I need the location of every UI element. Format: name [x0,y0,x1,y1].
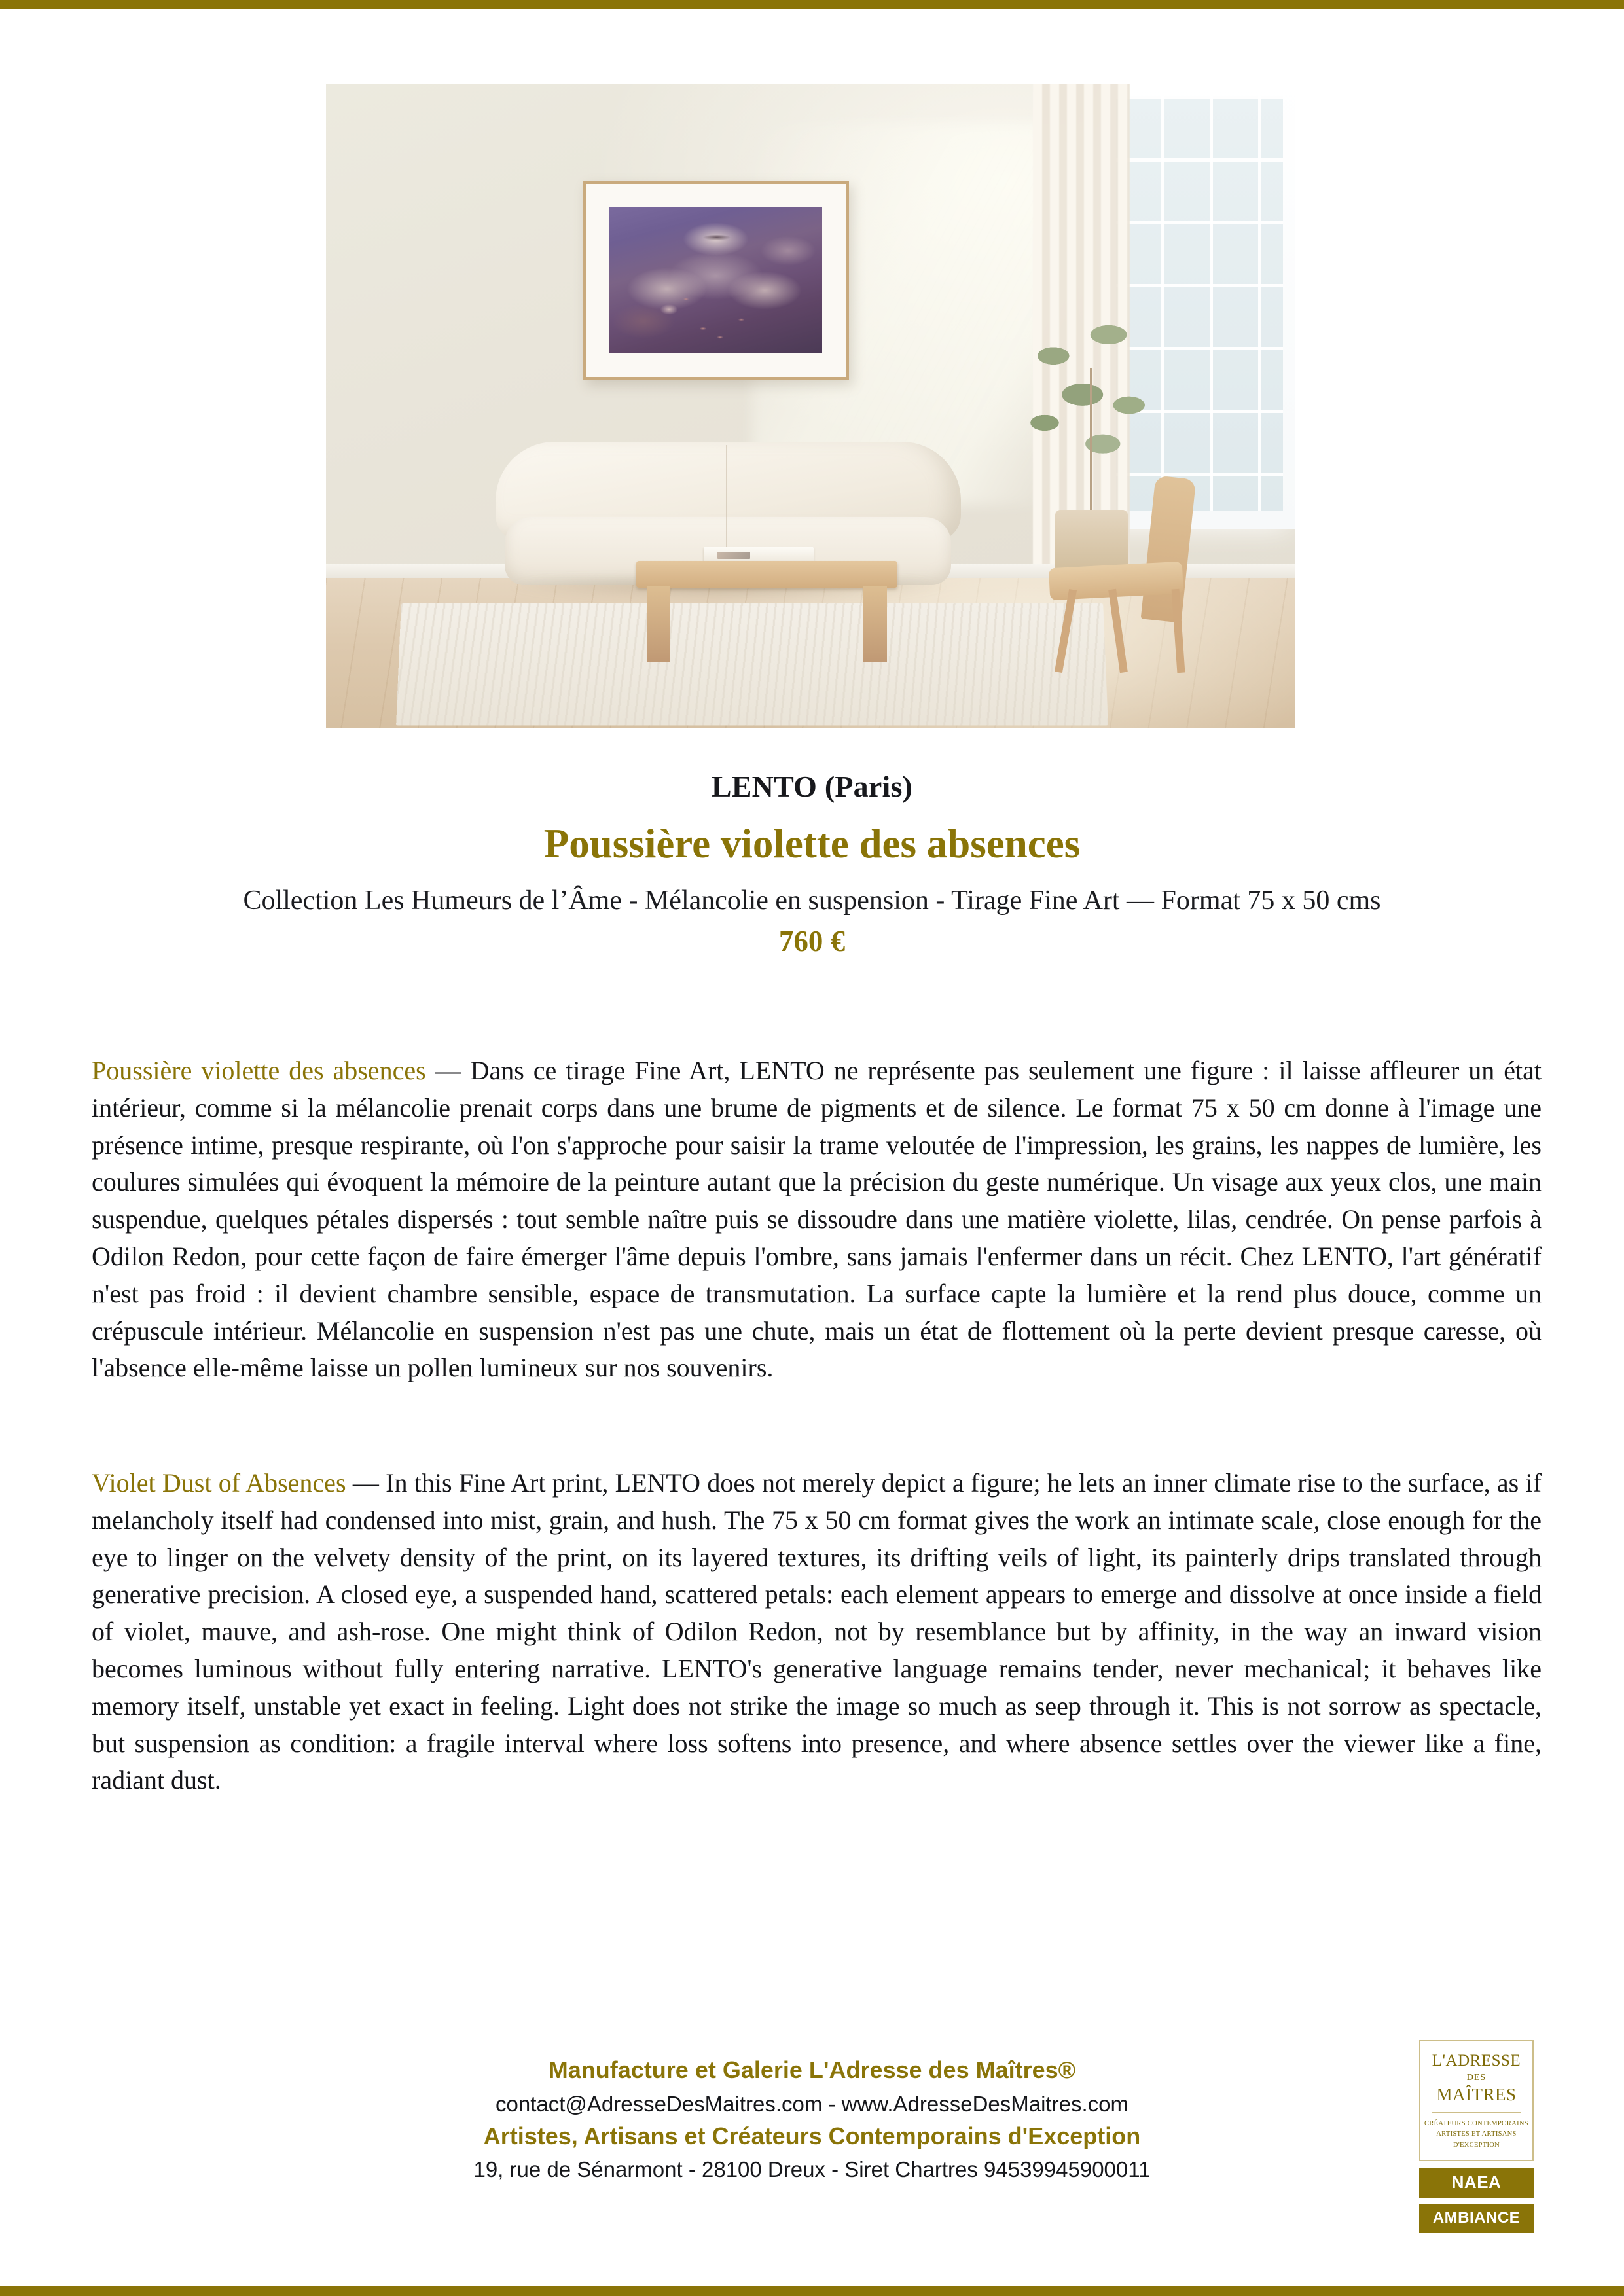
footer-tagline: Artistes, Artisans et Créateurs Contemporains d'Exception [483,2123,1141,2149]
table-leg-right [863,586,887,662]
adresse-des-maitres-logo [1419,2040,1534,2161]
logo-line-maitres: MAÎTRES [1436,2085,1517,2104]
hero-photograph [326,84,1295,728]
description-paragraph-fr [92,1052,1542,1387]
artwork-title: Poussière violette des absences [543,821,1081,867]
artist-name: LENTO (Paris) [711,770,913,803]
paragraph-text-fr: — Dans ce tirage Fine Art, LENTO ne représente pas seulement une figure : il laisse affleurer un état intérieur, comme si la mélancolie prenait corps dans une brume de pigments et de silence. Le format 75 x 50 cm donne à l'image une présence intime, presque respirante, où l'on s'approche pour saisir la trame veloutée de l'impression, les grains, les nappes de lumière, les coulures simulées qui évoquent la mémoire de la peinture autant que la précision du geste numérique. Un visage aux yeux clos, une main suspendue, quelques pétales dispersés : tout semble naître puis se dissoudre dans une matière violette, lilas, cendrée. On pense parfois à Odilon Redon, pour cette façon de faire émerger l'âme depuis l'ombre, sans jamais l'enfermer dans un récit. Chez LENTO, l'art génératif n'est pas froid : il devient chambre sensible, espace de transmutation. La surface capte la lumière et la rend plus douce, comme un crépuscule intérieur. Mélancolie en suspension n'est pas une chute, mais un état de flottement où la perte devient presque caresse, où l'absence elle-même laisse un pollen lumineux sur nos souvenirs. [92,1056,1542,1383]
chair-back [1141,475,1196,622]
footer-address: 19, rue de Sénarmont - 28100 Dreux - Siret Chartres 94539945900011 [473,2157,1151,2181]
artwork-subtitle: Collection Les Humeurs de l’Âme - Mélancolie en suspension - Tirage Fine Art — Format 75 x 50 cms [243,886,1381,916]
badge-ambiance: AMBIANCE [1419,2204,1534,2233]
paragraph-lead-in-en: Violet Dust of Absences [92,1468,346,1498]
table-top [636,561,898,588]
framed-artwork [583,181,849,380]
logo-line-adresse: L'ADRESSE [1432,2052,1521,2070]
footer-contact[interactable]: contact@AdresseDesMaitres.com - www.AdresseDesMaitres.com [496,2092,1128,2116]
artwork-price: 760 € [778,925,846,958]
logo-subtitle-2: ARTISTES ET ARTISANS [1436,2130,1517,2138]
logo-subtitle-1: CRÉATEURS CONTEMPORAINS [1424,2120,1528,2127]
bottom-brand-rule [0,2286,1624,2296]
violet-dust-artwork [609,207,823,353]
paragraph-lead-in-fr: Poussière violette des absences [92,1056,426,1085]
frame-mat [586,184,846,377]
chair-leg-3 [1172,589,1185,673]
logo-subtitle-3: D'EXCEPTION [1453,2141,1500,2149]
lounge-chair [1043,477,1198,677]
footer-company: Manufacture et Galerie L'Adresse des Maîtres® [548,2056,1076,2083]
table-leg-left [647,586,670,662]
logo-line-des: DES [1466,2073,1487,2083]
brand-logo-stack [1419,2040,1534,2233]
badge-naea: NAEA [1419,2168,1534,2198]
chair-leg-2 [1108,589,1128,673]
top-brand-rule [0,0,1624,9]
coffee-table [636,561,898,664]
interior-scene [326,84,1295,728]
logo-divider [1432,2112,1521,2113]
paragraph-text-en: — In this Fine Art print, LENTO does not merely depict a figure; he lets an inner climate rise to the surface, as if melancholy itself had condensed into mist, grain, and hush. The 75 x 50 cm format gives the work an intimate scale, close enough for the eye to linger on the velvety density of the print, on its layered textures, its drifting veils of light, its painterly drips translated through generative precision. A closed eye, a suspended hand, scattered petals: each element appears to emerge and dissolve at once inside a field of violet, mauve, and ash-rose. One might think of Odilon Redon, not by resemblance but by affinity, in the way an inward vision becomes luminous without fully entering narrative. LENTO's generative language remains tender, never mechanical; it behaves like memory itself, unstable yet exact in feeling. Light does not strike the image so much as seep through it. This is not sorrow as spectacle, but suspension as condition: a fragile interval where loss softens into presence, and where absence settles over the viewer like a fine, radiant dust. [92,1468,1542,1795]
chair-leg-1 [1055,589,1077,673]
description-paragraph-en [92,1465,1542,1799]
